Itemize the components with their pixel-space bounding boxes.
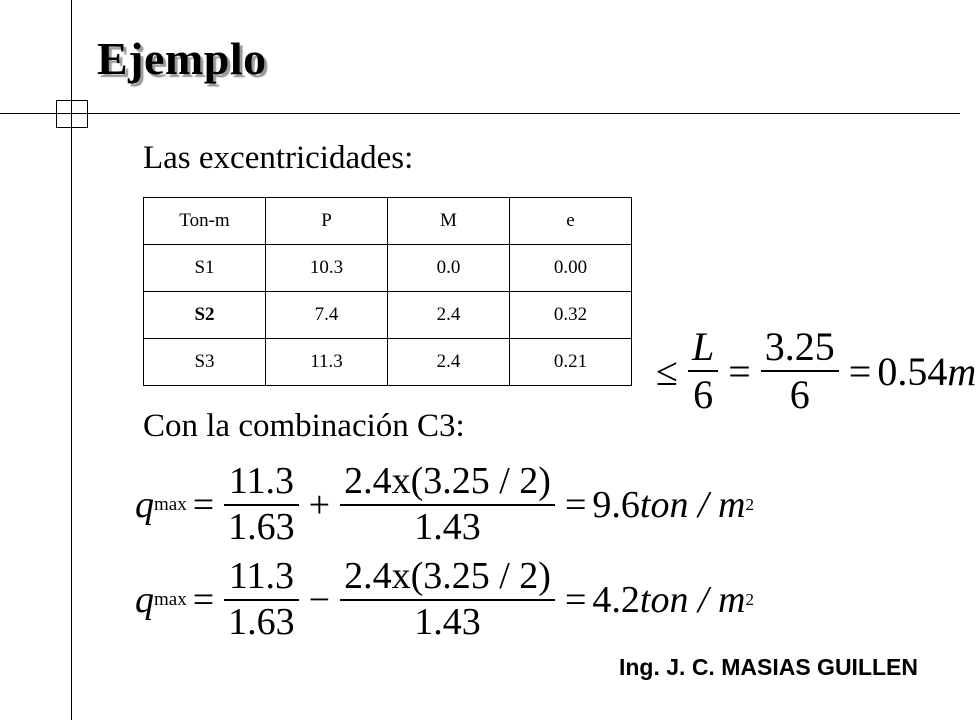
table-cell: 10.3 <box>266 245 388 292</box>
slide-title: Ejemplo <box>97 33 267 84</box>
fraction <box>224 557 299 643</box>
header-cell: Ton-m <box>144 198 266 245</box>
header-cell: P <box>266 198 388 245</box>
fraction-numerator: 2.4x(3.25 / 2) <box>344 555 551 597</box>
table-cell: 0.32 <box>510 292 632 339</box>
table-row <box>144 339 632 386</box>
fraction-numerator: 2.4x(3.25 / 2) <box>344 460 551 502</box>
minus-sign: − <box>308 578 331 621</box>
table-cell: S2 <box>144 292 266 339</box>
equals-sign: = <box>564 578 587 621</box>
result-unit: ton / m <box>639 578 746 621</box>
equals-sign: = <box>192 483 215 526</box>
fraction-numerator: 11.3 <box>228 555 294 597</box>
result-unit: m <box>947 348 976 394</box>
equals-sign: = <box>848 348 872 394</box>
fraction-denominator: 1.63 <box>228 505 295 548</box>
q-symbol: q <box>135 578 154 621</box>
header-cell: e <box>510 198 632 245</box>
leq-symbol: ≤ <box>656 348 678 394</box>
eccentricity-table <box>143 197 632 386</box>
fraction-denominator: 6 <box>789 372 810 417</box>
fraction-denominator: 1.43 <box>414 505 481 548</box>
unit-exponent: 2 <box>745 589 755 609</box>
result-value: 9.6 <box>592 483 640 526</box>
q-subscript: max <box>154 493 187 515</box>
equals-sign: = <box>192 578 215 621</box>
fraction-denominator: 1.63 <box>228 600 295 643</box>
header-cell: M <box>388 198 510 245</box>
table-cell: 0.00 <box>510 245 632 292</box>
table-row <box>144 292 632 339</box>
unit-exponent: 2 <box>745 494 755 514</box>
result-value: 4.2 <box>592 578 640 621</box>
corner-square-decoration <box>56 100 88 128</box>
eccentricities-heading: Las excentricidades: <box>143 140 414 176</box>
table-header-row <box>144 198 632 245</box>
qmax-minus-equation <box>135 557 754 643</box>
fraction <box>340 557 555 643</box>
fraction-denominator: 6 <box>693 372 714 417</box>
table-cell: 2.4 <box>388 292 510 339</box>
q-symbol: q <box>135 483 154 526</box>
table-cell: 0.21 <box>510 339 632 386</box>
fraction <box>224 462 299 548</box>
author-credit: Ing. J. C. MASIAS GUILLEN <box>618 654 918 680</box>
result-unit: ton / m <box>639 483 746 526</box>
eccentricity-limit-equation <box>650 326 976 416</box>
qmax-plus-equation <box>135 462 754 548</box>
table-cell: S3 <box>144 339 266 386</box>
fraction-numerator: 3.25 <box>764 324 835 369</box>
combination-heading: Con la combinación C3: <box>143 408 465 444</box>
table-cell: 2.4 <box>388 339 510 386</box>
equals-sign: = <box>564 483 587 526</box>
result-value: 0.54 <box>877 348 948 394</box>
q-subscript: max <box>154 588 187 610</box>
equals-sign: = <box>728 348 751 394</box>
fraction <box>688 326 718 416</box>
table-cell: S1 <box>144 245 266 292</box>
fraction-numerator: 11.3 <box>228 460 294 502</box>
fraction-denominator: 1.43 <box>414 600 481 643</box>
table-row <box>144 245 632 292</box>
fraction <box>340 462 555 548</box>
table-cell: 11.3 <box>266 339 388 386</box>
table-cell: 0.0 <box>388 245 510 292</box>
fraction-numerator: L <box>691 324 715 369</box>
plus-sign: + <box>308 483 331 526</box>
fraction <box>761 326 839 416</box>
table-cell: 7.4 <box>266 292 388 339</box>
horizontal-rule <box>0 113 960 114</box>
